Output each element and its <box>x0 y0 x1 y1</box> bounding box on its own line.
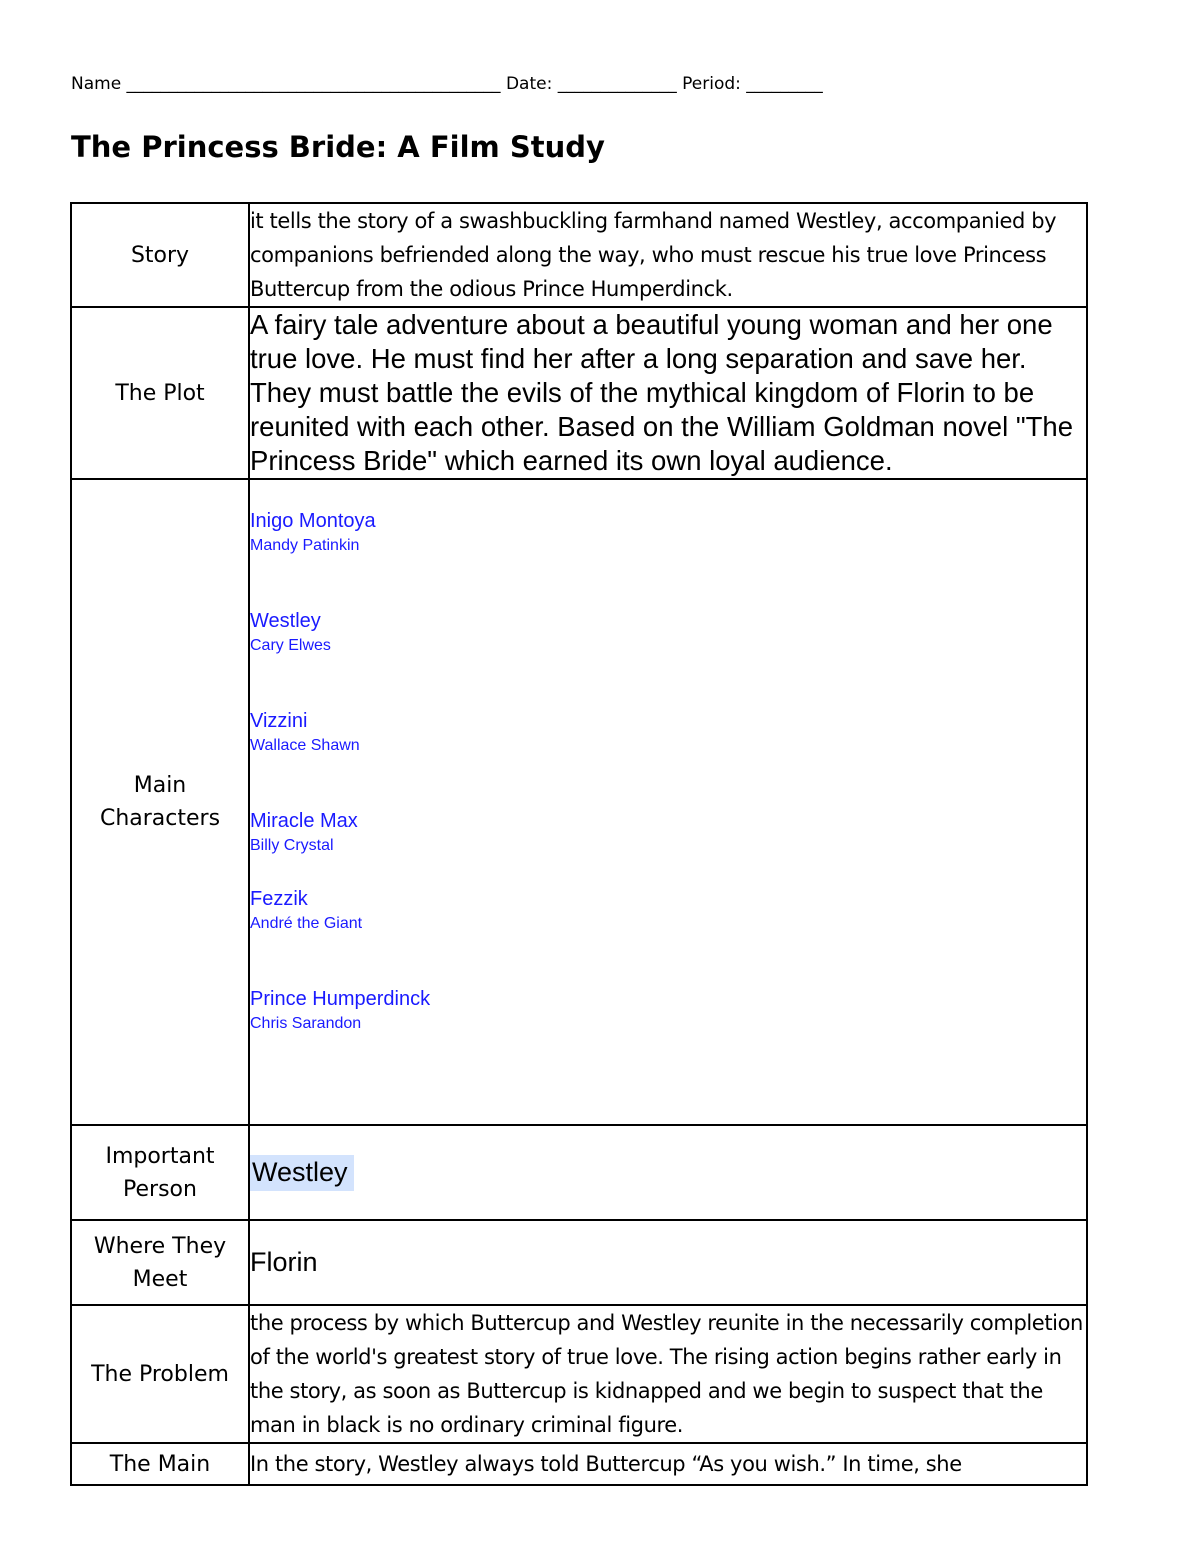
list-item <box>250 986 1086 1036</box>
character-name: Inigo Montoya <box>250 510 376 532</box>
list-item <box>250 508 1086 558</box>
plot-text: A fairy tale adventure about a beautiful young woman and her one true love. He must find her after a long separation and save her. They must battle the evils of the mythical kingdom of Florin to be reunited with each other. Based on the William Goldman novel "The Princess Bride" which earned its own loyal audience. <box>249 307 1087 479</box>
characters-label-text: Main Characters <box>99 773 221 831</box>
actor-name: Mandy Patinkin <box>250 537 360 554</box>
character-name: Westley <box>250 610 321 632</box>
table-row-important-person <box>71 1125 1087 1220</box>
story-text: it tells the story of a swashbuckling farmhand named Westley, accompanied by companions befriended along the way, who must rescue his true love Princess Buttercup from the odious Prince Humperdinck. <box>249 203 1087 307</box>
where-they-meet-value: Florin <box>249 1220 1087 1305</box>
important-person-label-text: Important Person <box>105 1143 215 1202</box>
characters-cell <box>249 479 1087 1125</box>
row-label-characters <box>71 479 249 1125</box>
table-row-characters <box>71 479 1087 1125</box>
important-person-cell <box>249 1125 1087 1220</box>
list-item <box>250 708 1086 758</box>
film-study-table <box>70 202 1088 1486</box>
table-row-problem <box>71 1305 1087 1443</box>
row-label-story: Story <box>71 203 249 307</box>
row-label-main: The Main <box>71 1443 249 1485</box>
list-item <box>250 886 1086 936</box>
table-row-where-they-meet <box>71 1220 1087 1305</box>
table-row-main <box>71 1443 1087 1485</box>
main-text: In the story, Westley always told Buttercup “As you wish.” In time, she <box>249 1443 1087 1485</box>
row-label-plot: The Plot <box>71 307 249 479</box>
row-label-problem: The Problem <box>71 1305 249 1443</box>
character-name: Miracle Max <box>250 810 358 832</box>
actor-name: Chris Sarandon <box>250 1015 362 1032</box>
actor-name: Billy Crystal <box>250 837 334 854</box>
where-they-meet-label-text: Where They Meet <box>93 1233 227 1292</box>
character-name: Fezzik <box>250 888 308 910</box>
list-item <box>250 808 1086 858</box>
actor-name: Cary Elwes <box>250 637 331 654</box>
actor-name: Wallace Shawn <box>250 737 360 754</box>
row-label-important-person <box>71 1125 249 1220</box>
character-name: Prince Humperdinck <box>250 988 431 1010</box>
actor-name: André the Giant <box>250 915 363 932</box>
document-title: The Princess Bride: A Film Study <box>71 130 605 164</box>
problem-text: the process by which Buttercup and Westley reunite in the necessarily completion of the world's greatest story of true love. The rising action begins rather early in the story, as soon as Buttercup is kidnapped and we begin to suspect that the man in black is no ordinary criminal figure. <box>249 1305 1087 1443</box>
header-fields-line: Name ____________________________________________ Date: ______________ Period: _________ <box>71 74 823 94</box>
character-list <box>250 480 1086 1080</box>
important-person-value: Westley <box>250 1155 354 1191</box>
character-name: Vizzini <box>250 710 308 732</box>
table-row-story <box>71 203 1087 307</box>
table-row-plot <box>71 307 1087 479</box>
row-label-where-they-meet <box>71 1220 249 1305</box>
list-item <box>250 608 1086 658</box>
